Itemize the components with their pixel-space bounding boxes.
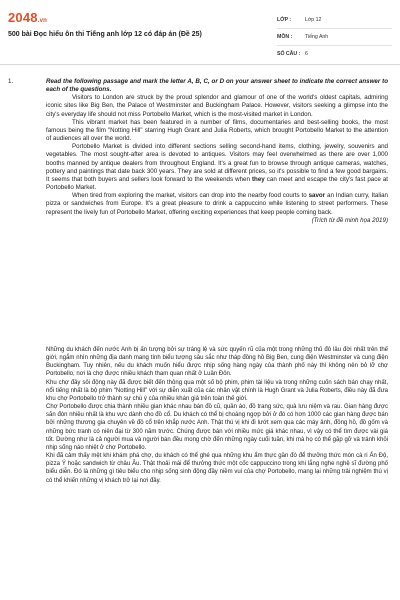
meta-label: LỚP :: [277, 17, 292, 23]
question-body: [46, 78, 388, 225]
passage-paragraph-2: This vibrant market has been featured in a number of films, documentaries and best-selling books, the most famous being the film "Notting Hill" starring Hugh Grant and Julia Roberts, which brought Portobello Market to the attention of audiences all over the world.: [46, 118, 388, 143]
passage-paragraph-3: [46, 143, 388, 192]
translation-paragraph-4: Khi đã cảm thấy mệt khi khám phá chợ, du khách có thể ghé qua những khu ẩm thực gần đó để thưởng thức món cà ri Ấn Độ, pizza Ý hoặc sandwich từ châu Âu. Thật thoải mái để thưởng thức một cốc cappuccino trong khi lắng nghe nghệ sĩ đường phố biểu diễn. Đó là những gì tiêu biểu cho nhịp sống sinh động đầy niềm vui của chợ Portobello, mang lại những trải nghiệm thú vị có thể khiến những vị khách trở lại nơi đây.: [46, 453, 388, 484]
passage-source: (Trích từ đề minh họa 2019): [311, 216, 388, 224]
question-number: 1.: [8, 78, 14, 85]
meta-row-class: [277, 12, 392, 29]
meta-value: Lớp 12: [305, 17, 322, 23]
highlighted-word-savor: savor: [308, 192, 326, 200]
question-instruction: Read the following passage and mark the letter A, B, C, or D on your answer sheet to indicate the correct answer to each of the questions.: [46, 78, 388, 94]
meta-table: [277, 12, 392, 62]
highlighted-word-they: they: [251, 175, 265, 183]
passage-text: Portobello Market is divided into different sections selling second-hand items, clothing, jewelry, souvenirs and vegetables. The most sought-after area is devoted to antiques. Visitors may feel overwhelmed as there are over 1,000 booths manned by antique dealers from throughout England. It's a great fun to browse through antique cameras, watches, pottery and paintings that date back 300 years. They are sold at different prices, so it's possible to find a few good bargains. It seems that both buyers and sellers look forward to the weekends when: [46, 143, 388, 183]
meta-value: 6: [305, 51, 308, 57]
meta-row-count: [277, 46, 392, 62]
meta-label: SỐ CÂU :: [277, 51, 301, 57]
translation-section: [46, 346, 388, 485]
logo-main: 2048: [8, 10, 38, 25]
meta-value: Tiếng Anh: [305, 34, 329, 40]
passage-text: When tired from exploring the market, visitors can drop into the nearby food courts to: [72, 192, 309, 200]
passage-paragraph-1: Visitors to London are struck by the proud splendor and glamour of one of the world's oldest capitals, admiring iconic sites like Big Ben, the Palace of Westminster and Buckingham Palace. However, visitors seeking a glimpse into the city's everyday life should not miss Portobello Market, which is the most-visited market in London.: [46, 94, 388, 118]
logo-suffix: .vn: [37, 18, 48, 24]
translation-paragraph-1: Những du khách đến nước Anh bị ấn tượng bởi sự tráng lệ và sức quyến rũ của một trong những thủ đô lâu đời nhất trên thế giới, ngắm nhìn những địa danh mang tính biểu tượng sâu sắc như tháp đồng hồ Big Ben, cung điện Westminster và cung điện Buckingham. Tuy nhiên, nếu du khách muốn hiểu được nhịp sống hàng ngày của thành phố này thì không nên bỏ lỡ chợ Portobello, nơi là chợ được nhiều khách tham quan nhất ở Luân Đôn.: [46, 347, 388, 378]
meta-label: MÔN :: [277, 34, 293, 40]
passage-text: can meet and escape the city's fast pace at Portobello Market.: [46, 175, 388, 192]
translation-paragraph-3: Chợ Portobello được chia thành nhiều gian khác nhau bán đồ cũ, quần áo, đồ trang sức, quà lưu niệm và rau. Gian hàng được săn đón nhiều nhất là khu vực dành cho đồ cổ. Du khách có thể bị choáng ngợp bởi ở đó có hơn 1000 các gian hàng được bán bởi những thương gia chuyên về đồ cổ trên khắp nước Anh. Thật thú vị khi đi lướt xem qua các máy ảnh, đồng hồ, đồ gốm và những bức tranh có niên đại từ 300 năm trước. Chúng được bán với nhiều mức giá khác nhau, vì vậy có thể tìm được vài giá tốt. Dường như là cả người mua và người bán đều mong chờ đến những ngày cuối tuần, khi mà họ có thể gặp gỡ và tránh khỏi nhịp sống náo nhiệt ở chợ Portobello.: [46, 404, 388, 451]
document-title: 500 bài Đọc hiểu ôn thi Tiếng anh lớp 12 có đáp án (Đề 25): [8, 31, 202, 38]
site-logo[interactable]: [8, 10, 47, 25]
page-header: [0, 0, 400, 65]
passage-text: an Indian curry, Italian pizza or sandwiches from Europe. It's a great pleasure to drink a cappuccino while listening to street performers. These represent the lively fun of Portobello Market, offering exciting experiences that keep people coming back.: [46, 192, 388, 216]
meta-row-subject: [277, 29, 392, 46]
passage-paragraph-4: [46, 192, 388, 216]
translation-paragraph-2: Khu chợ đầy sôi động này đã được biết đến thông qua một số bộ phim, phim tài liệu và trong những cuốn sách bán chạy nhất, nổi tiếng nhất là bộ phim "Notting Hill" với sự diễn xuất của các nhân vật chính là Hugh Grant và Julia Roberts, điều này đã đưa khu chợ Portobello trở thành sự chú ý của nhiều khán giả trên toàn thế giới.: [46, 379, 388, 402]
